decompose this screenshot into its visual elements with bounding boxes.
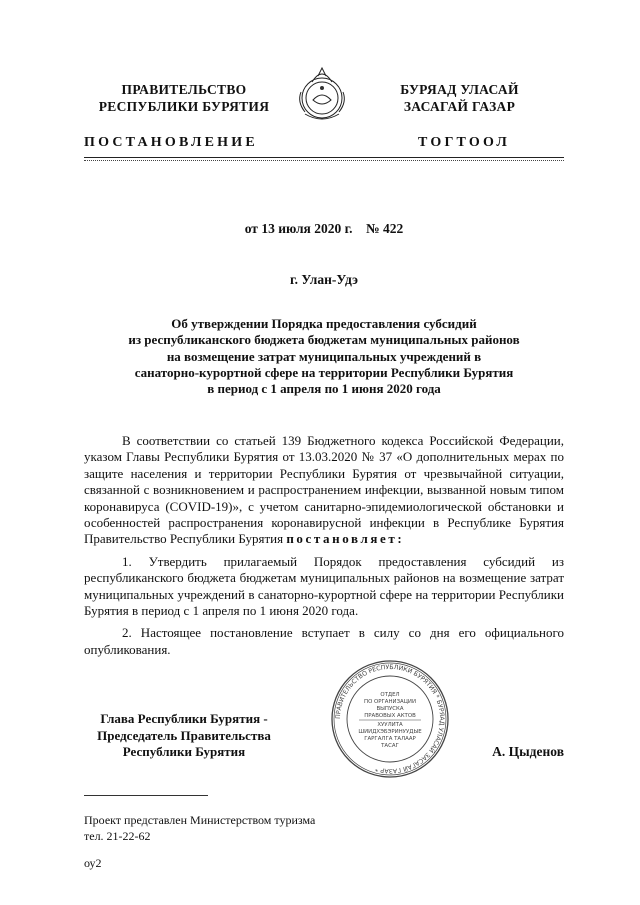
signatory-position-line1: Глава Республики Бурятия - xyxy=(100,711,268,726)
document-body xyxy=(84,433,564,658)
title-line: Об утверждении Порядка предоставления субсидий xyxy=(171,316,477,331)
government-name-ru-line2: РЕСПУБЛИКИ БУРЯТИЯ xyxy=(98,99,270,114)
footer-separator xyxy=(84,795,208,796)
stamp-center-line: ШИИДХЭБЭРИНУУДЫЕ xyxy=(358,729,422,735)
item-1-paragraph: 1. Утвердить прилагаемый Порядок предоставления субсидий из республиканского бюджета бюджетам муниципальных районов на возмещение затрат муниципальных учреждений в санаторно-курортной сфере на территории Республики Бурятия в период с 1 апреля по 1 июня 2020 года. xyxy=(84,553,564,619)
government-name-bua-line1: БУРЯАД УЛАСАЙ xyxy=(400,82,519,97)
preamble-text: В соответствии со статьей 139 Бюджетного кодекса Российской Федерации, указом Главы Республики Бурятия от 13.03.2020 № 37 «О дополнительных мерах по защите населения и территории Республики Бурятия от чрезвычайной ситуации, связанной с возникновением и распространением инфекции, вызванной новым типом коронавируса (COVID-19)», с учетом санитарно-эпидемиологической обстановки и особенностей распространения коронавирусной инфекции в Республике Бурятия Правительство Республики Бурятия xyxy=(84,433,564,547)
signatory-position-line2: Председатель Правительства xyxy=(97,727,271,743)
stamp-center-line: ГАРГАЛГА ТАЛААР xyxy=(364,736,416,742)
doctype-ru: ПОСТАНОВЛЕНИЕ xyxy=(84,135,258,150)
stamp-center-line: ТАСАГ xyxy=(381,743,399,749)
resolves-word: постановляет: xyxy=(286,531,405,547)
document-title xyxy=(84,316,564,397)
header-rule xyxy=(84,157,564,158)
footer-info xyxy=(84,813,484,844)
title-line: на возмещение затрат муниципальных учреждений в xyxy=(166,348,482,364)
stamp-center-line: ПРАВОВЫХ АКТОВ xyxy=(364,713,416,719)
item-2-paragraph: 2. Настоящее постановление вступает в силу со дня его официального опубликования. xyxy=(84,625,564,657)
title-line: в период с 1 апреля по 1 июня 2020 года xyxy=(207,381,441,397)
stamp-ring-text: ПРАВИТЕЛЬСТВО РЕСПУБЛИКИ БУРЯТИЯ * БУРЯАД УЛАСАЙ ЗАСАГАЙ ГАЗАР * xyxy=(334,663,446,775)
city: г. Улан-Удэ xyxy=(290,272,358,287)
title-line: санаторно-курортной сфере на территории Республики Бурятия xyxy=(134,364,514,380)
footer-project-line: Проект представлен Министерством туризма xyxy=(84,813,316,827)
preamble-paragraph xyxy=(84,433,564,548)
footer-phone-line: тел. 21-22-62 xyxy=(84,828,151,843)
signatory-name: А. Цыденов xyxy=(492,744,564,759)
stamp-center-line: ВЫПУСКА xyxy=(376,706,404,712)
signatory-position-line3: Республики Бурятия xyxy=(122,744,246,759)
government-name-bua-line2: ЗАСАГАЙ ГАЗАР xyxy=(403,99,516,114)
official-stamp xyxy=(329,658,451,780)
stamp-center-line: ПО ОРГАНИЗАЦИИ xyxy=(364,699,416,705)
svg-text:ПРАВИТЕЛЬСТВО РЕСПУБЛИКИ БУРЯТ xyxy=(335,664,445,774)
coat-of-arms-emblem xyxy=(291,62,353,128)
footer-code: оу2 xyxy=(84,856,102,870)
stamp-center-line: ОТДЕЛ xyxy=(380,692,400,698)
date-number: от 13 июля 2020 г. № 422 xyxy=(244,221,404,236)
government-name-ru-line1: ПРАВИТЕЛЬСТВО xyxy=(121,82,247,97)
stamp-center-line: ХУУЛИТА xyxy=(377,722,403,728)
signatory-position xyxy=(84,711,284,761)
doctype-bua: ТОГТООЛ xyxy=(418,135,511,150)
title-line: из республиканского бюджета бюджетам муниципальных районов xyxy=(128,332,520,348)
header-rule-dotted xyxy=(84,160,564,161)
